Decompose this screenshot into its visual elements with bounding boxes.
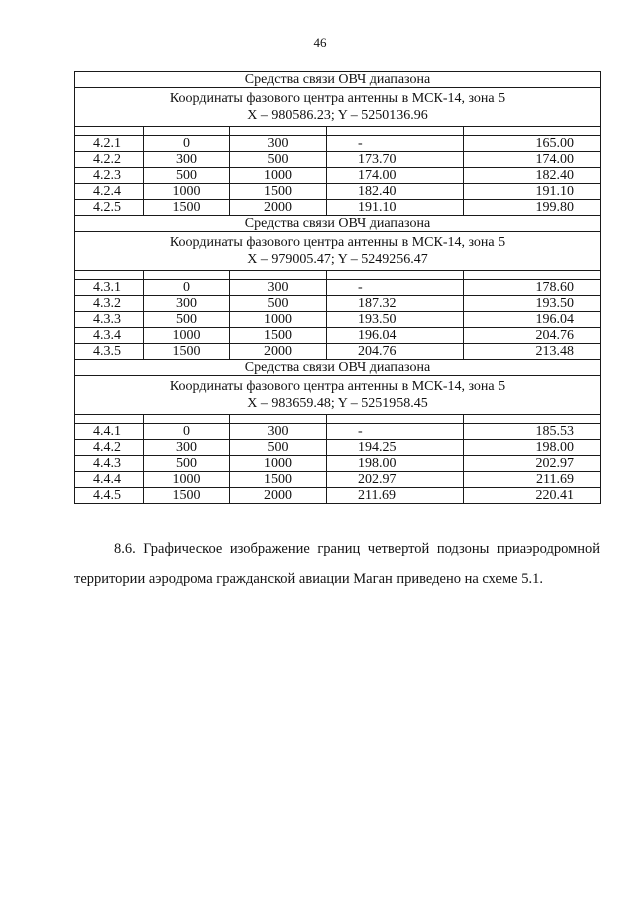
page-number: 46	[313, 35, 327, 50]
table-row	[75, 440, 601, 456]
to-distance-cell: 1000	[230, 168, 327, 184]
to-distance-cell: 300	[230, 136, 327, 152]
row-number-cell: 4.4.4	[75, 472, 144, 488]
row-number-cell: 4.3.5	[75, 344, 144, 360]
from-distance-cell: 1500	[144, 200, 230, 216]
section-header: Средства связи ОВЧ диапазона	[75, 360, 601, 376]
blank-row	[75, 415, 601, 424]
to-distance-cell: 1000	[230, 312, 327, 328]
table-row	[75, 184, 601, 200]
height-start-cell: 198.00	[327, 456, 464, 472]
height-start-cell: 194.25	[327, 440, 464, 456]
blank-cell	[327, 415, 464, 424]
height-start-cell: 193.50	[327, 312, 464, 328]
from-distance-cell: 500	[144, 456, 230, 472]
height-end-cell: 211.69	[464, 472, 601, 488]
table-row	[75, 472, 601, 488]
to-distance-cell: 500	[230, 440, 327, 456]
height-end-cell: 182.40	[464, 168, 601, 184]
coordinates-values: X – 979005.47; Y – 5249256.47	[247, 252, 428, 267]
coordinates-title: Координаты фазового центра антенны в МСК-14, зона 5	[169, 379, 506, 394]
from-distance-cell: 0	[144, 136, 230, 152]
blank-cell	[230, 127, 327, 136]
height-start-cell: 211.69	[327, 488, 464, 504]
height-end-cell: 174.00	[464, 152, 601, 168]
to-distance-cell: 2000	[230, 344, 327, 360]
from-distance-cell: 0	[144, 424, 230, 440]
section-header: Средства связи ОВЧ диапазона	[75, 72, 601, 88]
table-row	[75, 136, 601, 152]
row-number-cell: 4.2.2	[75, 152, 144, 168]
height-end-cell: 178.60	[464, 280, 601, 296]
paragraph-8-6: 8.6. Графическое изображение границ четвертой подзоны приаэродромной территории аэродрома гражданской авиации Маган приведено на схеме 5.1.	[74, 541, 600, 587]
height-start-cell: -	[327, 424, 464, 440]
table-row	[75, 296, 601, 312]
height-end-cell: 193.50	[464, 296, 601, 312]
to-distance-cell: 1000	[230, 456, 327, 472]
zone-table	[74, 71, 601, 504]
row-number-cell: 4.3.2	[75, 296, 144, 312]
to-distance-cell: 300	[230, 424, 327, 440]
section-header-row	[75, 72, 601, 88]
coordinates-cell	[75, 88, 601, 127]
blank-cell	[75, 271, 144, 280]
row-number-cell: 4.3.4	[75, 328, 144, 344]
height-end-cell: 185.53	[464, 424, 601, 440]
table-row	[75, 488, 601, 504]
blank-cell	[230, 271, 327, 280]
to-distance-cell: 300	[230, 280, 327, 296]
table-row	[75, 456, 601, 472]
coordinates-row	[75, 232, 601, 271]
height-end-cell: 165.00	[464, 136, 601, 152]
blank-cell	[327, 127, 464, 136]
to-distance-cell: 1500	[230, 184, 327, 200]
coordinates-title: Координаты фазового центра антенны в МСК-14, зона 5	[169, 91, 506, 106]
row-number-cell: 4.3.3	[75, 312, 144, 328]
from-distance-cell: 0	[144, 280, 230, 296]
row-number-cell: 4.4.1	[75, 424, 144, 440]
height-start-cell: 187.32	[327, 296, 464, 312]
to-distance-cell: 2000	[230, 488, 327, 504]
blank-cell	[144, 415, 230, 424]
table-row	[75, 344, 601, 360]
table-row	[75, 424, 601, 440]
row-number-cell: 4.4.5	[75, 488, 144, 504]
table-row	[75, 312, 601, 328]
from-distance-cell: 1500	[144, 344, 230, 360]
coordinates-title: Координаты фазового центра антенны в МСК-14, зона 5	[169, 235, 506, 250]
height-start-cell: 204.76	[327, 344, 464, 360]
height-start-cell: 191.10	[327, 200, 464, 216]
row-number-cell: 4.4.3	[75, 456, 144, 472]
blank-cell	[75, 415, 144, 424]
to-distance-cell: 500	[230, 296, 327, 312]
height-end-cell: 204.76	[464, 328, 601, 344]
height-start-cell: -	[327, 136, 464, 152]
table-row	[75, 152, 601, 168]
coordinates-values: X – 980586.23; Y – 5250136.96	[247, 108, 428, 123]
blank-cell	[464, 127, 601, 136]
height-start-cell: 182.40	[327, 184, 464, 200]
height-end-cell: 202.97	[464, 456, 601, 472]
from-distance-cell: 300	[144, 296, 230, 312]
height-end-cell: 220.41	[464, 488, 601, 504]
from-distance-cell: 500	[144, 168, 230, 184]
blank-row	[75, 127, 601, 136]
row-number-cell: 4.2.5	[75, 200, 144, 216]
table-body	[75, 72, 601, 504]
row-number-cell: 4.2.1	[75, 136, 144, 152]
from-distance-cell: 1000	[144, 328, 230, 344]
from-distance-cell: 300	[144, 152, 230, 168]
height-start-cell: 196.04	[327, 328, 464, 344]
blank-cell	[144, 127, 230, 136]
blank-cell	[144, 271, 230, 280]
blank-cell	[230, 415, 327, 424]
height-start-cell: 202.97	[327, 472, 464, 488]
to-distance-cell: 1500	[230, 472, 327, 488]
height-end-cell: 198.00	[464, 440, 601, 456]
height-end-cell: 191.10	[464, 184, 601, 200]
coordinates-cell	[75, 232, 601, 271]
row-number-cell: 4.4.2	[75, 440, 144, 456]
height-end-cell: 213.48	[464, 344, 601, 360]
section-header-row	[75, 216, 601, 232]
height-end-cell: 196.04	[464, 312, 601, 328]
blank-cell	[75, 127, 144, 136]
from-distance-cell: 1000	[144, 472, 230, 488]
coordinates-values: X – 983659.48; Y – 5251958.45	[247, 396, 428, 411]
section-header: Средства связи ОВЧ диапазона	[75, 216, 601, 232]
table-row	[75, 168, 601, 184]
blank-cell	[464, 271, 601, 280]
height-start-cell: 174.00	[327, 168, 464, 184]
table-row	[75, 200, 601, 216]
from-distance-cell: 300	[144, 440, 230, 456]
coordinates-cell	[75, 376, 601, 415]
blank-cell	[327, 271, 464, 280]
coordinates-row	[75, 88, 601, 127]
height-start-cell: 173.70	[327, 152, 464, 168]
to-distance-cell: 2000	[230, 200, 327, 216]
table-row	[75, 280, 601, 296]
blank-cell	[464, 415, 601, 424]
coordinates-row	[75, 376, 601, 415]
height-start-cell: -	[327, 280, 464, 296]
table-row	[75, 328, 601, 344]
to-distance-cell: 1500	[230, 328, 327, 344]
blank-row	[75, 271, 601, 280]
from-distance-cell: 500	[144, 312, 230, 328]
to-distance-cell: 500	[230, 152, 327, 168]
from-distance-cell: 1500	[144, 488, 230, 504]
row-number-cell: 4.2.3	[75, 168, 144, 184]
from-distance-cell: 1000	[144, 184, 230, 200]
height-end-cell: 199.80	[464, 200, 601, 216]
section-header-row	[75, 360, 601, 376]
row-number-cell: 4.3.1	[75, 280, 144, 296]
row-number-cell: 4.2.4	[75, 184, 144, 200]
